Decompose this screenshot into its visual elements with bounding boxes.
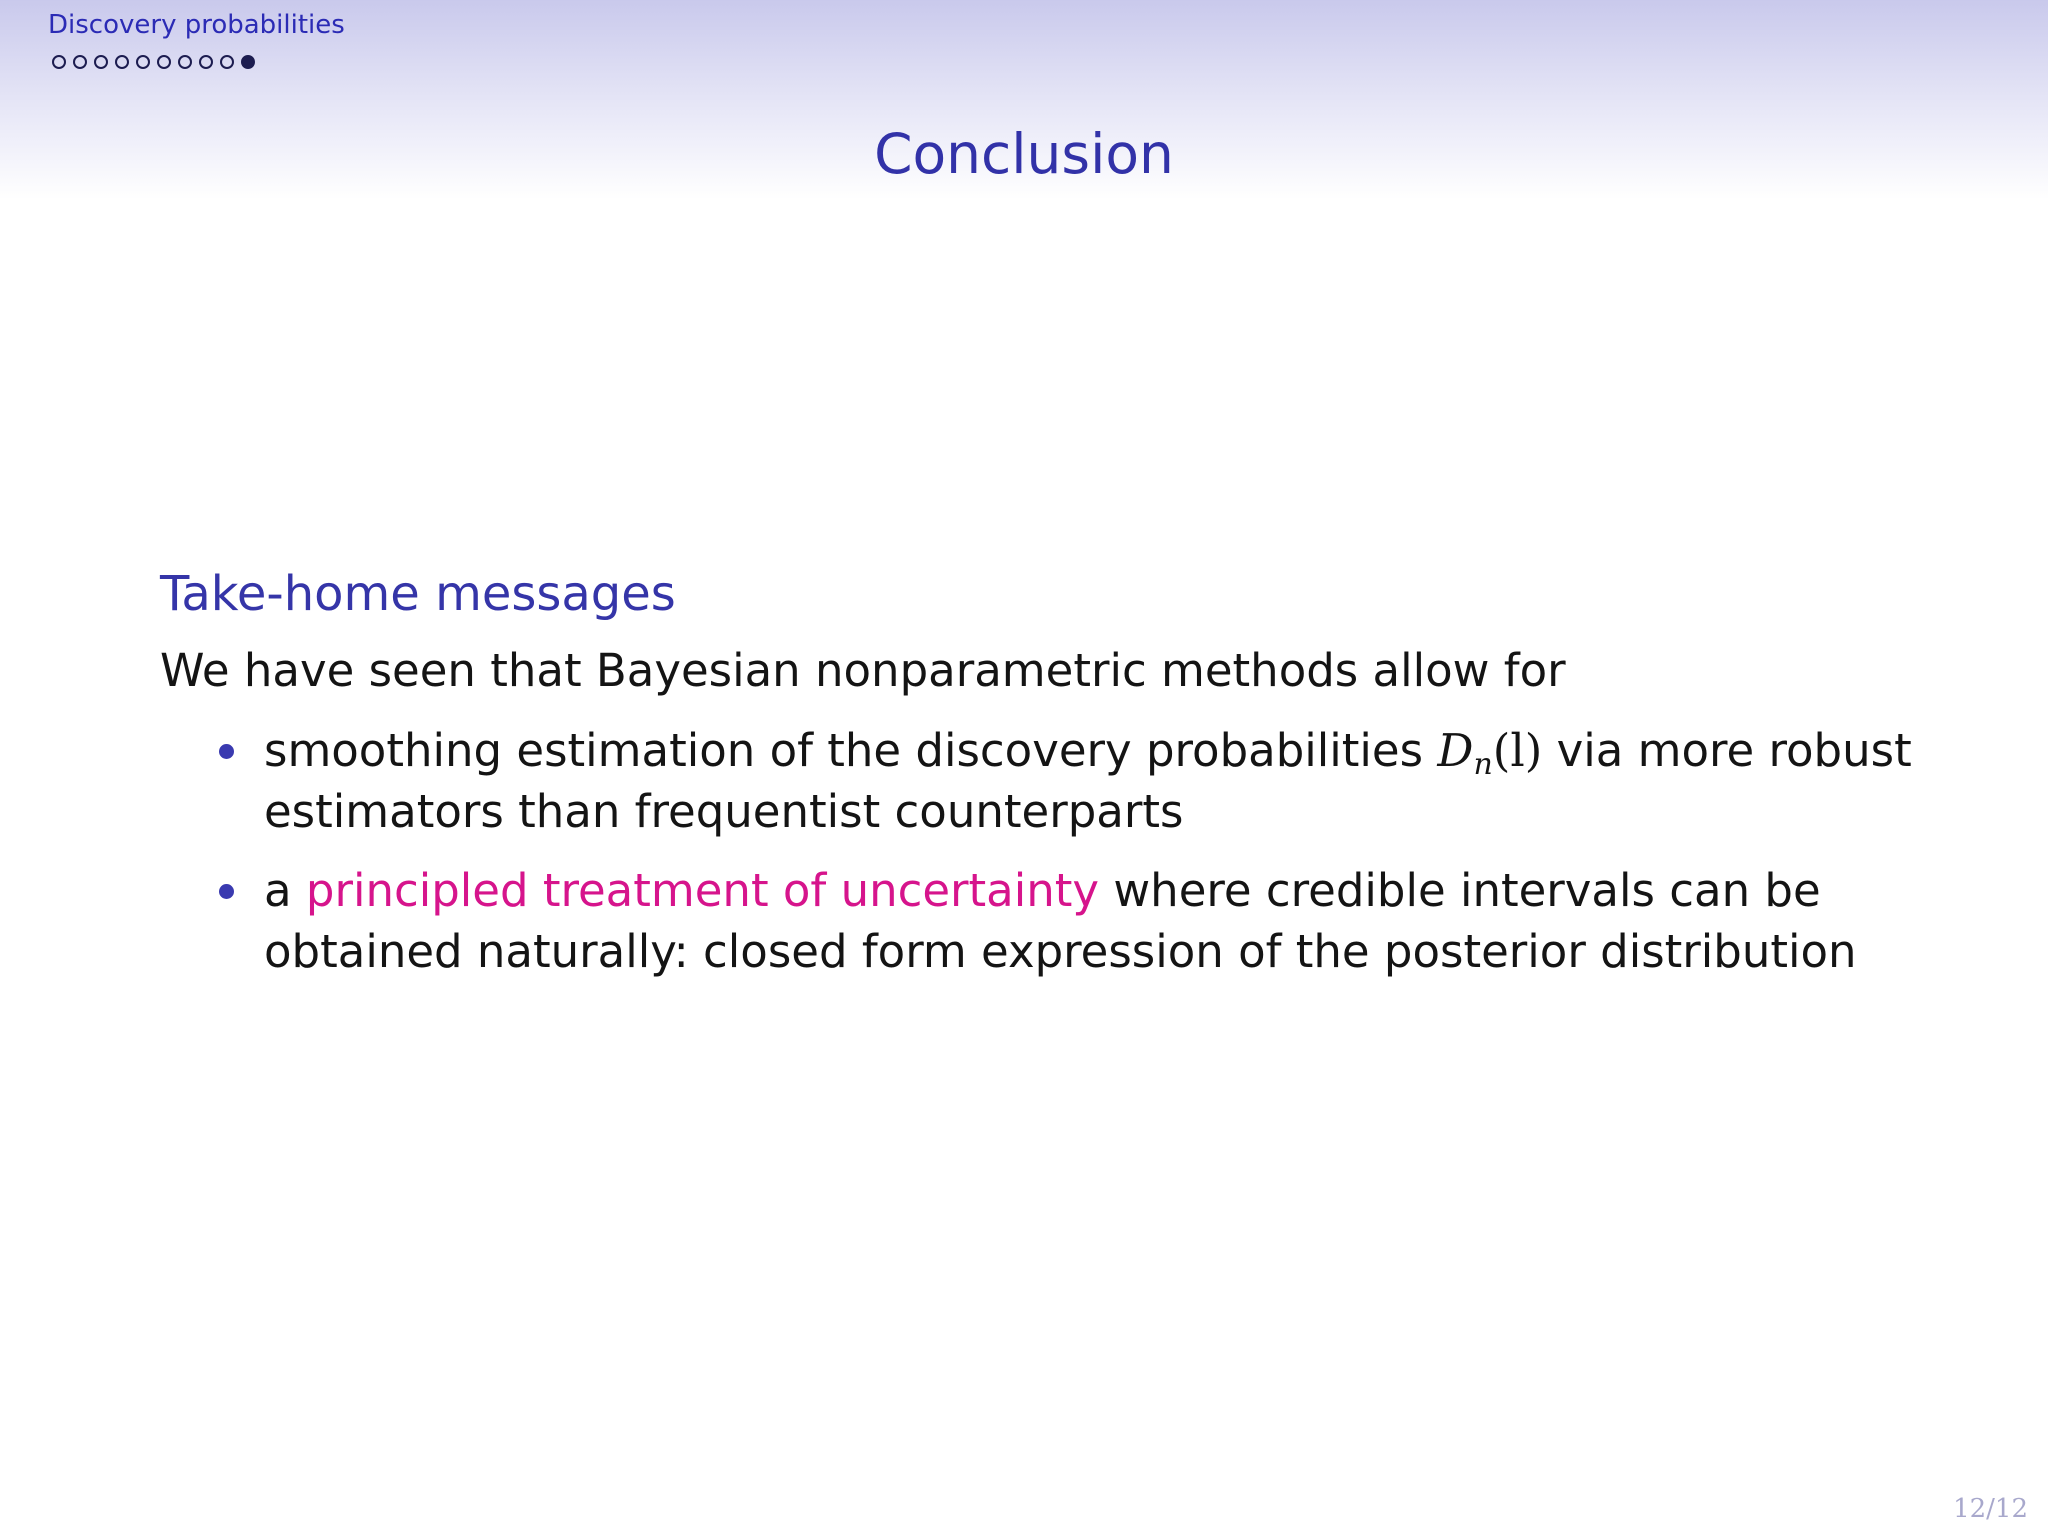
intro-text: We have seen that Bayesian nonparametric methods allow for [160,644,1566,697]
nav-dot[interactable] [73,55,87,69]
block-title: Take-home messages [160,566,676,622]
math-expression [1437,724,1543,782]
nav-dot[interactable] [115,55,129,69]
math-subscript: n [1473,747,1493,782]
nav-dot[interactable] [157,55,171,69]
bullet-text: smoothing estimation of the discovery probabilities [264,724,1424,777]
bullet-text: a [264,864,292,917]
nav-dot[interactable] [199,55,213,69]
page-number: 12/12 [1953,1494,2028,1524]
bullet-line-1 [264,720,1913,781]
nav-dot[interactable] [94,55,108,69]
bullet-line-2: estimators than frequentist counterparts [264,785,1184,838]
bullet-line-1 [264,860,1913,921]
nav-dot[interactable] [52,55,66,69]
bullet-text: via more robust [1556,724,1912,777]
section-navigation-link[interactable]: Discovery probabilities [48,10,345,40]
bullet-text: where credible intervals can be [1113,864,1821,917]
frame-title: Conclusion [874,122,1174,186]
alert-text: principled treatment of uncertainty [305,864,1100,917]
nav-dot[interactable] [220,55,234,69]
bullet-marker [219,884,234,899]
math-symbol: D [1437,724,1474,777]
math-argument: (l) [1492,724,1543,777]
nav-dot[interactable] [178,55,192,69]
bullet-line-2: obtained naturally: closed form expression of the posterior distribution [264,925,1857,978]
bullet-list [213,720,1913,1000]
frame-navigation-dots [52,52,262,72]
bullet-item-smoothing [213,720,1913,842]
nav-dot-current[interactable] [241,55,255,69]
bullet-marker [219,744,234,759]
nav-dot[interactable] [136,55,150,69]
bullet-item-uncertainty [213,860,1913,982]
